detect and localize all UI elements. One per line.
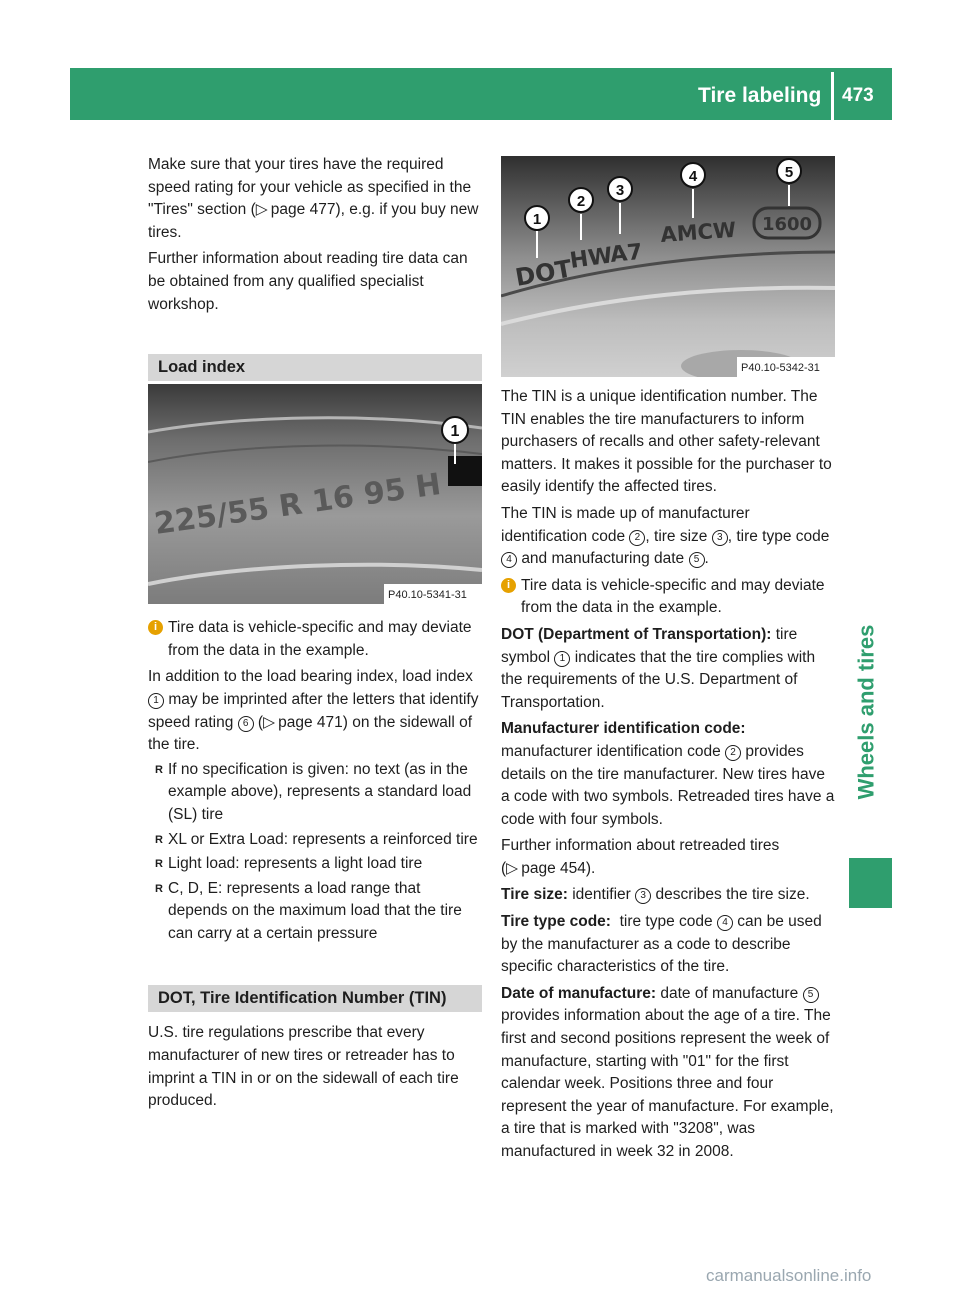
paragraph-load-index: In addition to the load bearing index, load index 1 may be imprinted after the letters that identify speed rating 6 (▷ page 471) on the sidewall of the tire. [148,668,479,754]
paragraph-speed-rating: Make sure that your tires have the required speed rating for your vehicle as specified in the "Tires" section (▷ page 477), e.g. if you buy new tires. [148,156,479,241]
callout-4-icon: 4 [501,552,517,568]
tire-tin-photo [501,156,835,377]
callout-4-icon: 4 [717,915,733,931]
page-ref-454[interactable]: page 454). [521,859,596,877]
side-tab-label: Wheels and tires [853,624,878,800]
paragraph-manufacturer-code: Manufacturer identification code: manufacturer identification code 2 provides details on the tire manufacturer. New tires have a code with two symbols. Retreaded tires have a code with four symbols. [501,720,835,828]
svg-text:225/55 R 16 95 H: 225/55 R 16 95 H [152,467,444,542]
callout-5-icon: 5 [689,552,705,568]
section-heading-dot-tin: DOT, Tire Identification Number (TIN) [148,985,482,1012]
paragraph-tire-type: Tire type code: tire type code 4 can be used by the manufacturer as a code to describe specific characteristics of the tire. [501,913,822,976]
svg-text:5: 5 [784,164,794,181]
paragraph-dot: DOT (Department of Transportation): tire symbol 1 indicates that the tire complies with the requirements of the U.S. Department of Transportation. [501,625,816,711]
page-ref-arrow-icon: ▷ [255,201,268,219]
svg-text:4: 4 [688,168,698,185]
page-ref-arrow-icon: ▷ [263,713,276,731]
svg-text:3: 3 [615,182,625,199]
page-ref-477[interactable]: page 477), e.g. if you buy new tires. [148,201,479,241]
tin-mark-amcw: AMCW [659,217,737,247]
page-title: Tire labeling [698,84,822,107]
paragraph-tin-intro: The TIN is a unique identification number. The TIN enables the tire manufacturers to inform purchasers of recalls and other safety-relevant matters. It makes it possible for the purchaser to easily identify the affected tires. [501,388,832,496]
callout-3-icon: 3 [712,530,728,546]
paragraph-tire-size: Tire size: identifier 3 describes the tire size. [501,886,810,904]
header-separator [831,72,834,120]
callout-2-icon: 2 [725,745,741,761]
tin-mark-hw: HW [568,243,615,274]
tin-mark-dot: DOT [513,254,574,292]
section-heading-load-index: Load index [148,354,482,381]
side-tab[interactable] [847,612,885,812]
svg-text:1: 1 [532,211,542,228]
info-icon: i [148,620,163,635]
left-column [148,154,482,1113]
svg-text:1: 1 [450,423,460,440]
right-column [501,386,835,1164]
callout-1-icon: 1 [148,693,164,709]
image-code: P40.10-5342-31 [741,362,820,374]
tin-mark-1600: 1600 [761,214,813,235]
list-item: R XL or Extra Load: represents a reinforced tire [148,829,482,852]
tin-mark-a7: A7 [609,239,644,268]
paragraph-date-of-manufacture: Date of manufacture: date of manufacture 5 provides information about the age of a tire. The first and second positions represent the week of manufacture, starting with "01" for the first calendar week. Positions three and four represent the year of manufacture. For example, a tire that is marked with "3208", was manufactured in week 32 in 2008. [501,984,834,1160]
page-ref-471[interactable]: page 471) on the sidewall of the tire. [148,713,473,754]
page-ref-arrow-icon: ▷ [506,859,519,877]
callout-3-icon: 3 [635,888,651,904]
callout-2-icon: 2 [629,530,645,546]
list-item: R Light load: represents a light load tire [148,853,482,876]
paragraph-retreaded: Further information about retreaded tires (▷ page 454). [501,837,780,877]
callout-5-icon: 5 [803,987,819,1003]
svg-text:2: 2 [576,193,586,210]
list-item: R C, D, E: represents a load range that depends on the maximum load that the tire can carry at a certain pressure [148,878,482,946]
list-item: R If no specification is given: no text (as in the example above), represents a standard load (SL) tire [148,759,482,827]
callout-1-icon: 1 [554,651,570,667]
tire-load-index-photo [148,384,482,604]
paragraph-tin-regulation: U.S. tire regulations prescribe that every manufacturer of new tires or retreader has to imprint a TIN in or on the sidewall of each tire produced. [148,1024,459,1110]
info-icon: i [501,578,516,593]
info-note: i Tire data is vehicle-specific and may deviate from the data in the example. [148,617,482,662]
page-number: 473 [842,85,874,106]
image-code: P40.10-5341-31 [388,589,467,601]
paragraph-further-info: Further information about reading tire data can be obtained from any qualified specialist workshop. [148,250,468,313]
paragraph-tin-structure: The TIN is made up of manufacturer identification code 2 , tire size 3 , tire type code 4 and manufacturing date 5 . [501,504,830,568]
callout-6-icon: 6 [238,716,254,732]
side-tab-block [849,858,892,908]
watermark: carmanualsonline.info [706,1266,872,1285]
info-note: i Tire data is vehicle-specific and may deviate from the data in the example. [501,575,835,620]
